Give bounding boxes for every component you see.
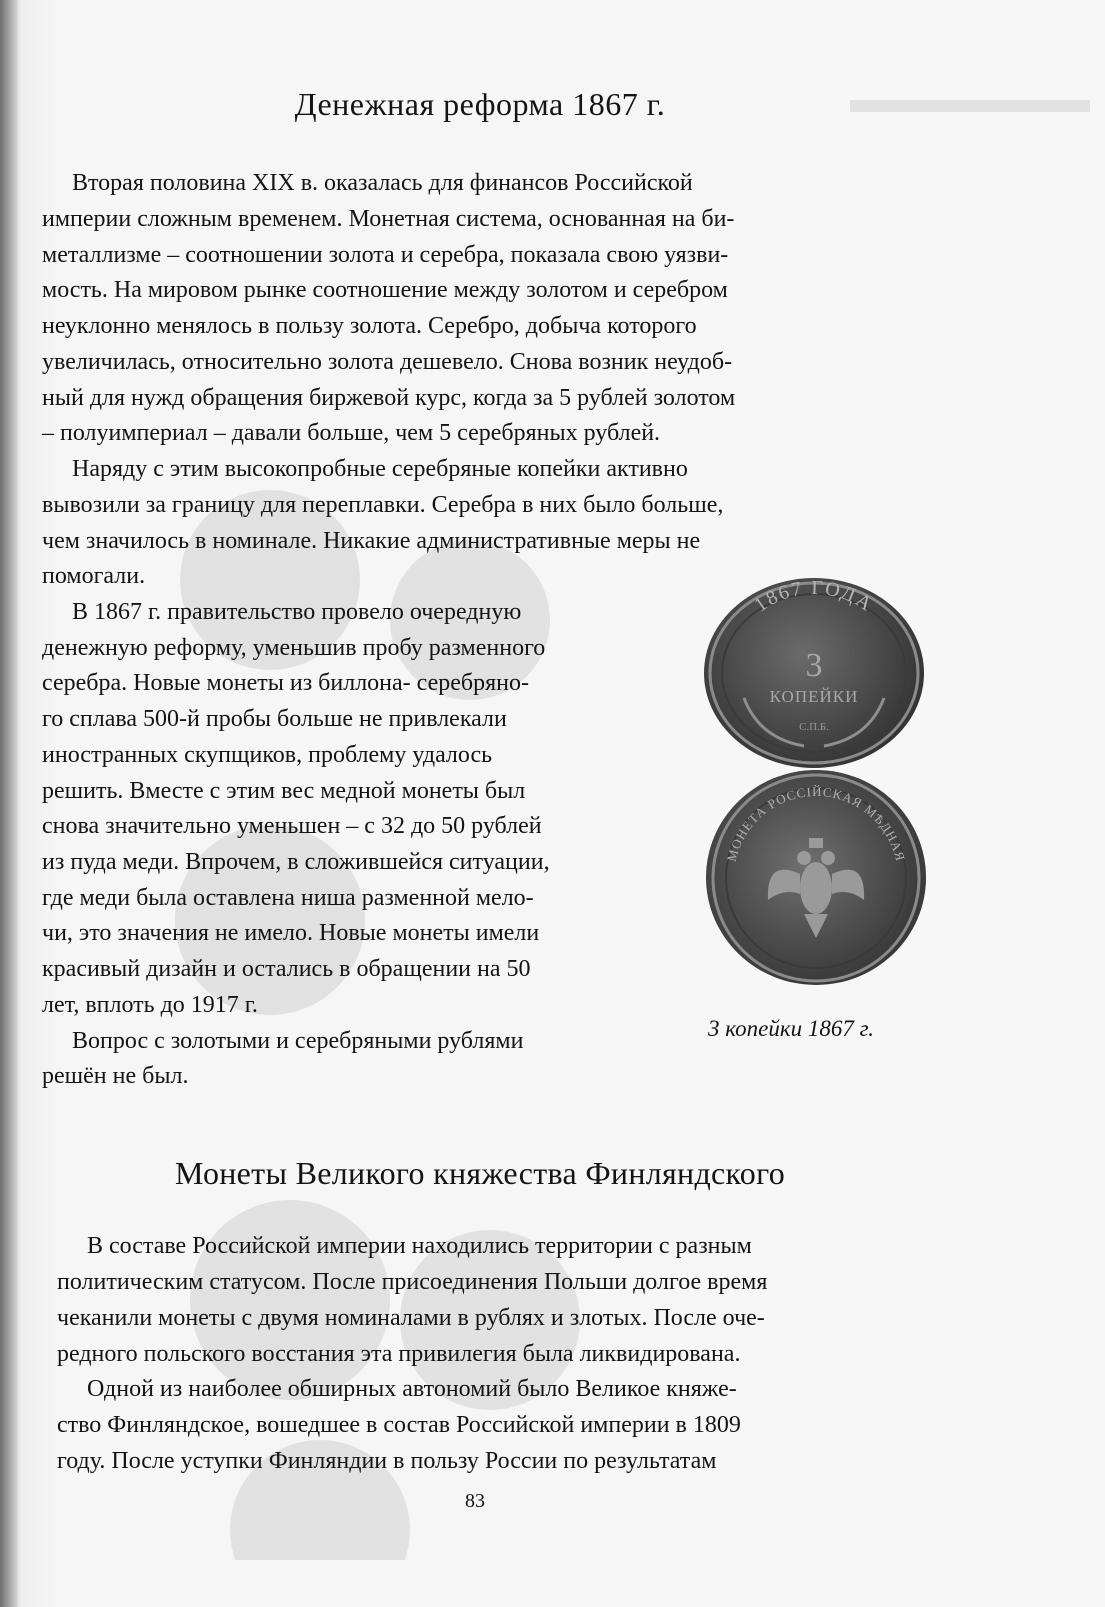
text-line: Вторая половина XIX в. оказалась для финансов Российской — [72, 170, 693, 196]
text-line: из пуда меди. Впрочем, в сложившейся ситуации, — [42, 849, 550, 875]
text-line: чеканили монеты с двумя номиналами в рублях и злотых. После оче- — [57, 1305, 765, 1331]
coin-caption: 3 копейки 1867 г. — [708, 1016, 875, 1041]
text-line: империи сложным временем. Монетная система, основанная на би- — [42, 206, 735, 232]
text-line: редного польского восстания эта привилегия была ликвидирована. — [57, 1341, 741, 1367]
section-heading-monetary-reform: Денежная реформа 1867 г. — [294, 86, 666, 122]
text-line: чем значилось в номинале. Никакие административные меры не — [42, 528, 701, 554]
text-line: году. После уступки Финляндии в пользу России по результатам — [57, 1448, 717, 1474]
text-line: где меди была оставлена ниша разменной мело- — [42, 885, 534, 911]
coin-reverse-image — [706, 770, 926, 985]
coin-obverse-mint: С.П.Б. — [799, 721, 829, 733]
coin-obverse-image — [704, 578, 924, 768]
text-line: решить. Вместе с этим вес медной монеты был — [42, 778, 526, 804]
text-line: Наряду с этим высокопробные серебряные копейки активно — [72, 456, 688, 482]
text-line: металлизме – соотношении золота и серебра, показала свою уязви- — [42, 242, 729, 268]
text-line: денежную реформу, уменьшив пробу разменного — [42, 635, 546, 661]
text-line: серебра. Новые монеты из биллона- серебряно- — [42, 670, 530, 696]
page-number: 83 — [465, 1490, 485, 1512]
coin-obverse-rim-text: 1867 ГОДА — [750, 578, 878, 617]
text-line: иностранных скупщиков, проблему удалось — [42, 742, 493, 768]
text-line: – полуимпериал – давали больше, чем 5 серебряных рублей. — [42, 420, 661, 446]
book-spine-shadow — [0, 0, 18, 1607]
text-line: Вопрос с золотыми и серебряными рублями — [72, 1028, 524, 1054]
coin-reverse-rim-text: МОНЕТА РОССІЙСКАЯ МѢДНАЯ — [723, 783, 909, 864]
text-line: красивый дизайн и остались в обращении на 50 — [42, 956, 531, 982]
text-line: В составе Российской империи находились территории с разным — [87, 1233, 752, 1259]
double-headed-eagle-icon — [768, 838, 864, 938]
text-line: лет, вплоть до 1917 г. — [42, 992, 258, 1018]
text-line: В 1867 г. правительство провело очередную — [72, 599, 522, 625]
text-line: го сплава 500-й пробы больше не привлекали — [42, 706, 507, 732]
text-line: помогали. — [42, 563, 146, 589]
text-line: решён не был. — [42, 1063, 189, 1089]
text-line: мость. На мировом рынке соотношение между золотом и серебром — [42, 277, 728, 303]
text-line: вывозили за границу для переплавки. Серебра в них было больше, — [42, 492, 724, 518]
text-line: снова значительно уменьшен – с 32 до 50 рублей — [42, 813, 542, 839]
coin-obverse-denomination: 3 — [805, 647, 823, 684]
coin-obverse-unit: КОПЕЙКИ — [769, 687, 859, 706]
text-line: увеличилась, относительно золота дешевело. Снова возник неудоб- — [42, 349, 733, 375]
text-line: неуклонно менялось в пользу золота. Серебро, добыча которого — [42, 313, 697, 339]
text-line: чи, это значения не имело. Новые монеты имели — [42, 920, 540, 946]
text-line: Одной из наиболее обширных автономий было Великое княже- — [87, 1376, 737, 1402]
section-heading-finland-coins: Монеты Великого княжества Финляндского — [175, 1155, 785, 1191]
text-line: политическим статусом. После присоединения Польши долгое время — [57, 1269, 768, 1295]
svg-text:1867 ГОДА — [750, 578, 877, 617]
text-line: ство Финляндское, вошедшее в состав Российской империи в 1809 — [57, 1412, 741, 1438]
svg-text:МОНЕТА РОССІЙСКАЯ МѢДНАЯ — [724, 784, 909, 863]
text-line: ный для нужд обращения биржевой курс, когда за 5 рублей золотом — [42, 385, 736, 411]
